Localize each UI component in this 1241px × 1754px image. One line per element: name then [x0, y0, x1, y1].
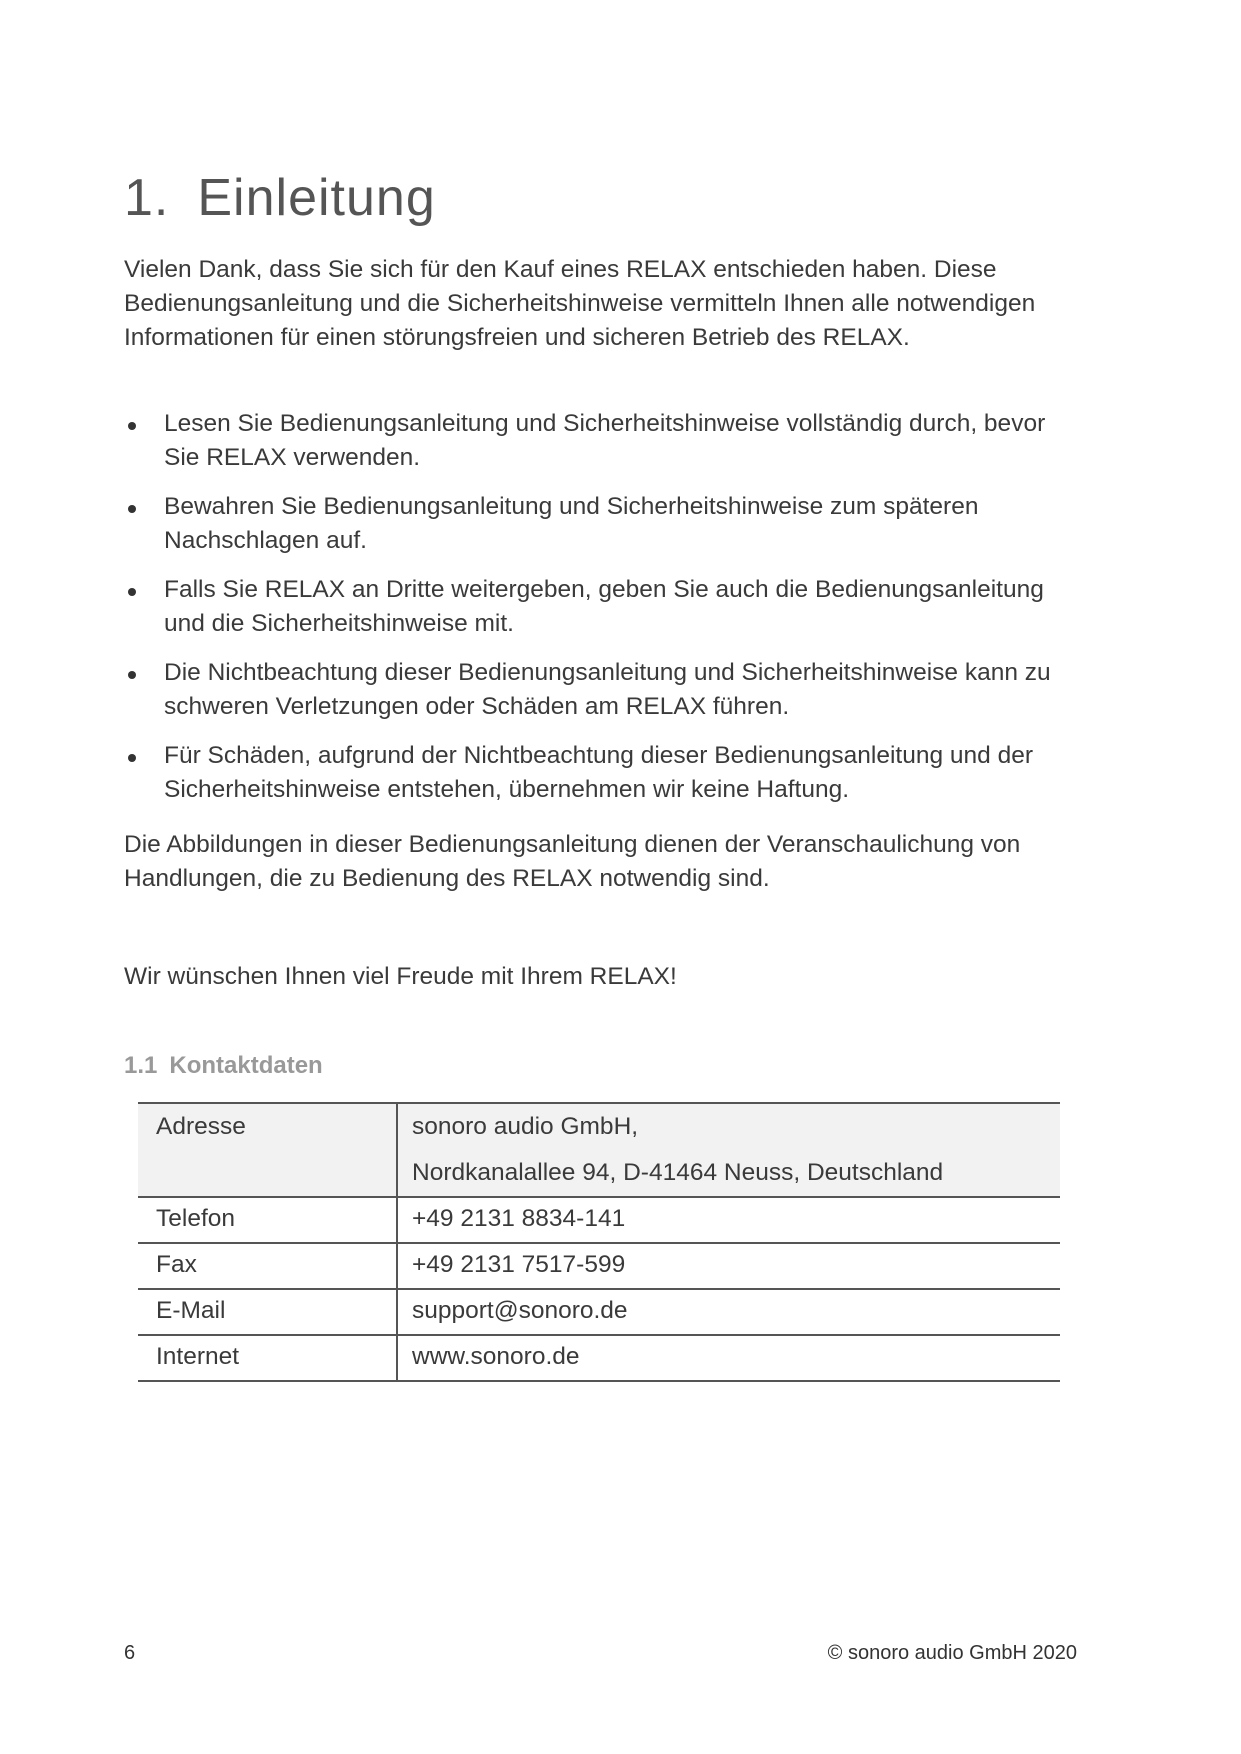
phone-label: Telefon	[138, 1197, 397, 1243]
copyright-notice: © sonoro audio GmbH 2020	[827, 1642, 1077, 1664]
fax-value: +49 2131 7517-599	[397, 1243, 1060, 1289]
list-item: Die Nichtbeachtung dieser Bedienungsanleitung und Sicherheitshinweise kann zu schweren Verletzungen oder Schäden am RELAX führen.	[124, 656, 1084, 724]
table-row	[138, 1103, 1060, 1197]
table-row	[138, 1289, 1060, 1335]
table-row	[138, 1335, 1060, 1381]
section-title: Kontaktdaten	[169, 1052, 323, 1079]
chapter-title: Einleitung	[197, 169, 436, 227]
page-title	[124, 168, 436, 228]
instruction-list	[124, 407, 1084, 822]
bullet-icon	[128, 754, 136, 762]
phone-value: +49 2131 8834-141	[397, 1197, 1060, 1243]
list-item: Falls Sie RELAX an Dritte weitergeben, geben Sie auch die Bedienungsanleitung und die Sicherheitshinweise mit.	[124, 573, 1084, 641]
bullet-icon	[128, 422, 136, 430]
closing-sentence: Wir wünschen Ihnen viel Freude mit Ihrem RELAX!	[124, 963, 677, 990]
table-row	[138, 1243, 1060, 1289]
address-line-1: sonoro audio GmbH,	[412, 1113, 639, 1140]
internet-value: www.sonoro.de	[397, 1335, 1060, 1381]
list-item: Lesen Sie Bedienungsanleitung und Sicherheitshinweise vollständig durch, bevor Sie RELAX verwenden.	[124, 407, 1084, 475]
bullet-icon	[128, 505, 136, 513]
fax-label: Fax	[138, 1243, 397, 1289]
contact-heading	[124, 1052, 323, 1080]
section-number: 1.1	[124, 1052, 158, 1079]
email-value: support@sonoro.de	[397, 1289, 1060, 1335]
page-number: 6	[124, 1642, 136, 1664]
bullet-icon	[128, 671, 136, 679]
address-line-2: Nordkanalallee 94, D-41464 Neuss, Deutschland	[412, 1159, 944, 1186]
contact-table	[138, 1102, 1060, 1382]
list-item: Bewahren Sie Bedienungsanleitung und Sicherheitshinweise zum späteren Nachschlagen auf.	[124, 490, 1084, 558]
illustration-note: Die Abbildungen in dieser Bedienungsanleitung dienen der Veranschaulichung von Handlungen, die zu Bedienung des RELAX notwendig sind.	[124, 831, 1021, 892]
list-item: Für Schäden, aufgrund der Nichtbeachtung dieser Bedienungsanleitung und der Sicherheitshinweise entstehen, übernehmen wir keine Haftung.	[124, 739, 1084, 807]
address-label: Adresse	[138, 1103, 397, 1197]
internet-label: Internet	[138, 1335, 397, 1381]
intro-paragraph: Vielen Dank, dass Sie sich für den Kauf eines RELAX entschieden haben. Diese Bedienungsanleitung und die Sicherheitshinweise vermitteln Ihnen alle notwendigen Informationen für einen störungsfreien und sicheren Betrieb des RELAX.	[124, 256, 1036, 351]
chapter-number: 1.	[124, 169, 170, 227]
email-label: E-Mail	[138, 1289, 397, 1335]
table-row	[138, 1197, 1060, 1243]
address-value	[397, 1103, 1060, 1197]
bullet-icon	[128, 588, 136, 596]
